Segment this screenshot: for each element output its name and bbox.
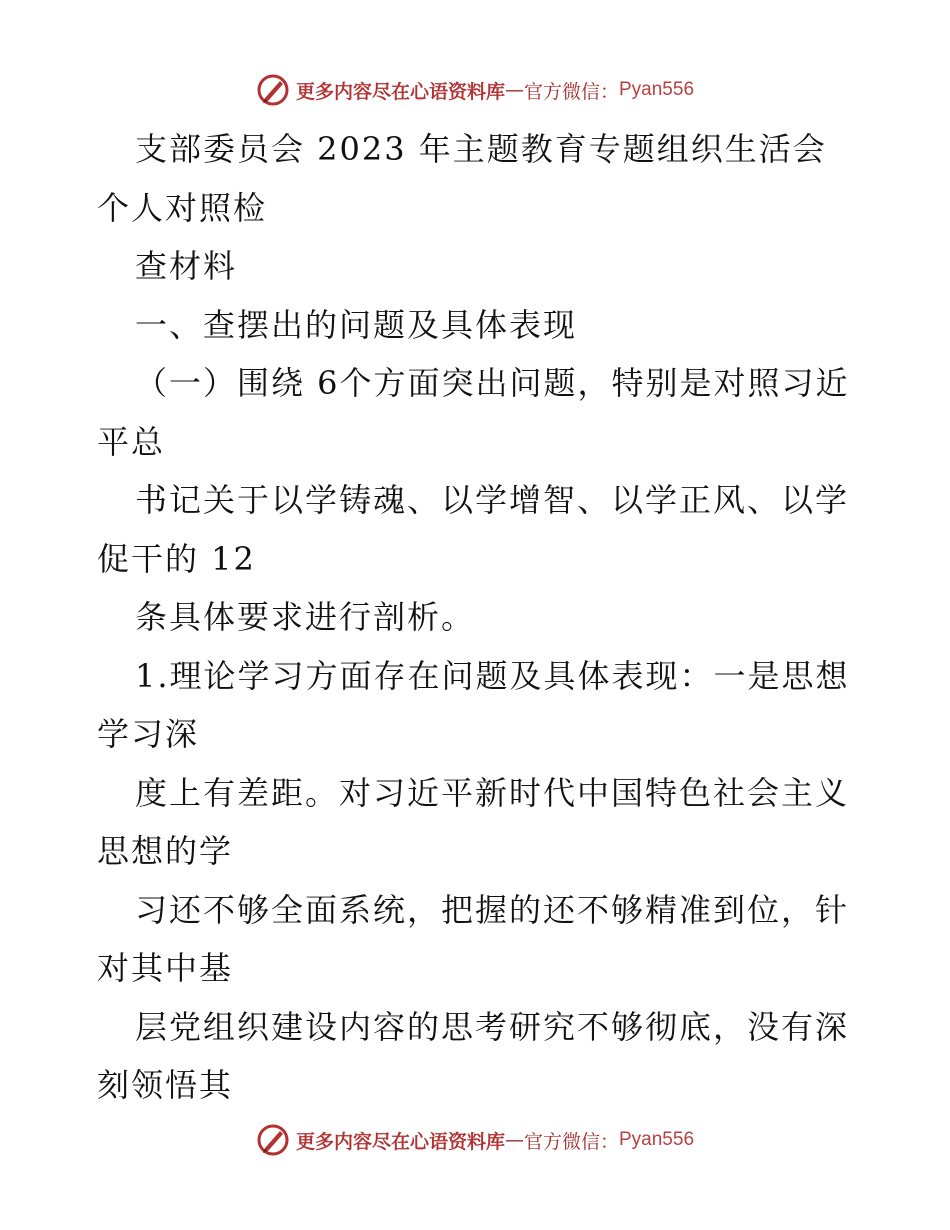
document-title: 支部委员会 2023 年主题教育专题组织生活会个人对照检	[97, 130, 827, 227]
paragraph: 习还不够全面系统，把握的还不够精准到位，针对其中基	[97, 890, 850, 987]
watermark-main-text: 更多内容尽在心语资料库	[295, 80, 505, 103]
paragraph: 层党组织建设内容的思考研究不够彻底，没有深刻领悟其	[97, 1007, 850, 1104]
subsection-heading: （一）围绕 6个方面突出问题，特别是对照习近平总	[97, 364, 850, 461]
watermark-weixin-label: 官方微信：	[523, 1130, 619, 1153]
watermark-weixin-label: 官方微信：	[523, 80, 619, 103]
document-body	[97, 120, 857, 1115]
watermark-weixin-id: Pyan556	[619, 79, 695, 100]
pen-logo-icon	[256, 1123, 290, 1157]
watermark-dash: —	[504, 79, 524, 101]
section-heading: 一、查摆出的问题及具体表现	[135, 305, 578, 344]
watermark-weixin-id: Pyan556	[619, 1129, 695, 1150]
document-title-continued: 查材料	[135, 247, 238, 285]
paragraph: 1.理论学习方面存在问题及具体表现：一是思想学习深	[97, 656, 850, 753]
paragraph: 条具体要求进行剖析。	[135, 598, 476, 636]
watermark-footer	[0, 1120, 950, 1160]
paragraph: 书记关于以学铸魂、以学增智、以学正风、以学促干的 12	[97, 481, 850, 578]
watermark-header	[0, 70, 950, 110]
watermark-main-text: 更多内容尽在心语资料库	[295, 1130, 505, 1153]
paragraph: 度上有差距。对习近平新时代中国特色社会主义思想的学	[97, 773, 850, 870]
pen-logo-icon	[256, 73, 290, 107]
watermark-dash: —	[504, 1129, 524, 1151]
